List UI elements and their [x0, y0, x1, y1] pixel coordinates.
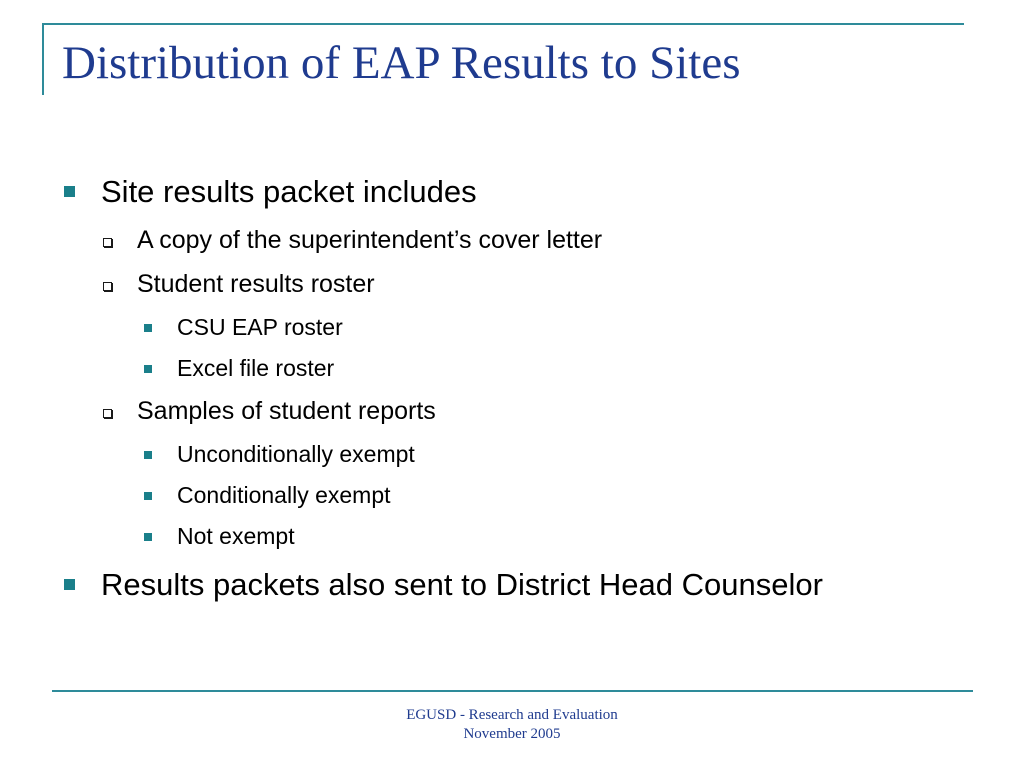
bullet-text: Student results roster	[137, 270, 375, 298]
bullet-text: Not exempt	[177, 523, 295, 549]
footer-rule	[52, 690, 973, 692]
footer-date: November 2005	[463, 726, 561, 742]
bullet-item	[177, 443, 415, 466]
filled-square-bullet-icon	[144, 533, 152, 541]
bullet-item	[137, 272, 375, 297]
bullet-text: CSU EAP roster	[177, 314, 343, 340]
bullet-text: Results packets also sent to District Head Counselor	[101, 567, 823, 602]
bullet-item	[137, 399, 436, 424]
bullet-text: Samples of student reports	[137, 397, 436, 425]
filled-square-bullet-icon	[144, 324, 152, 332]
filled-square-bullet-icon	[64, 186, 75, 197]
filled-square-bullet-icon	[144, 365, 152, 373]
bullet-text: Site results packet includes	[101, 174, 477, 209]
filled-square-bullet-icon	[144, 492, 152, 500]
bullet-item	[101, 176, 477, 207]
filled-square-bullet-icon	[64, 579, 75, 590]
footer-organization: EGUSD - Research and Evaluation	[406, 707, 618, 723]
footer	[0, 706, 1024, 744]
hollow-square-bullet-icon	[103, 238, 112, 247]
bullet-text: Unconditionally exempt	[177, 441, 415, 467]
hollow-square-bullet-icon	[103, 409, 112, 418]
bullet-item	[177, 525, 295, 548]
bullet-text: A copy of the superintendent’s cover letter	[137, 226, 603, 254]
hollow-square-bullet-icon	[103, 282, 112, 291]
slide-title: Distribution of EAP Results to Sites	[62, 37, 741, 89]
bullet-text: Excel file roster	[177, 355, 335, 381]
bullet-item	[101, 569, 823, 600]
bullet-item	[177, 357, 334, 380]
bullet-text: Conditionally exempt	[177, 482, 391, 508]
bullet-item	[177, 316, 343, 339]
bullet-item	[177, 484, 391, 507]
bullet-item	[137, 228, 602, 253]
filled-square-bullet-icon	[144, 451, 152, 459]
